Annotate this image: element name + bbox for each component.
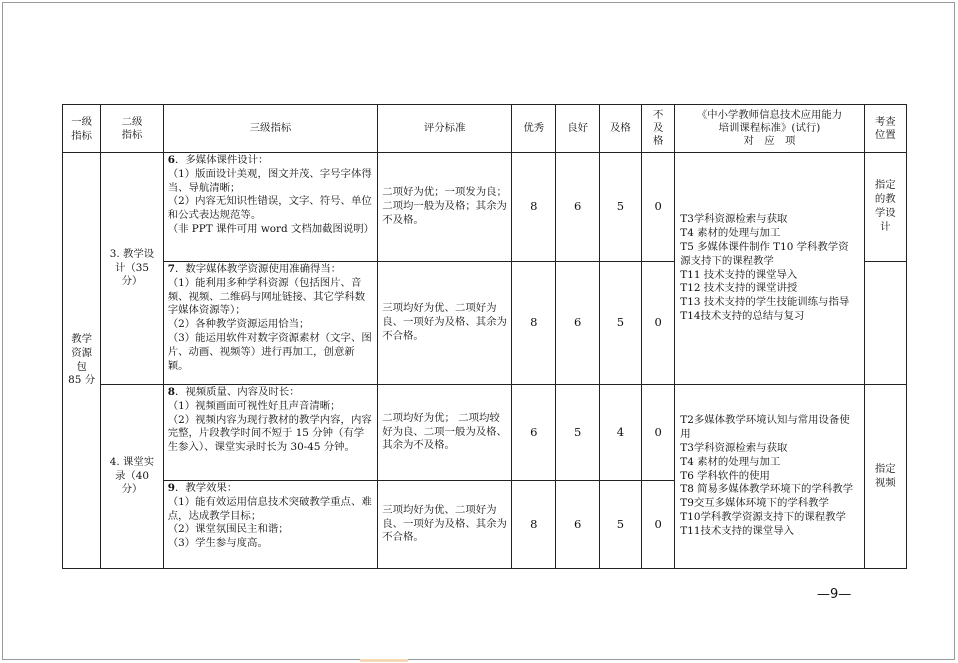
table-row [63,385,907,481]
indicator-cell: 6．多媒体课件设计： （1）版面设计美观，图文并茂、字号字体得当、导航清晰； （2）内容无知识性错误，文字、符号、单位和公式表达规范等。 （非 PPT 课件可用 word 文档加截图说明） [163,153,378,262]
score-excellent: 8 [512,153,556,262]
check-position-cell: 指定 视频 [864,385,906,569]
indicator-cell: 9．教学效果： （1）能有效运用信息技术突破教学重点、难点，达成教学目标； （2）课堂氛围民主和谐； （3）学生参与度高。 [163,481,378,569]
score-fail: 0 [642,153,675,262]
standard-cell: T3学科资源检索与获取 T4 素材的处理与加工 T5 多媒体课件制作 T10 学科教学资源支持下的课程教学 T11 技术支持的课堂导入 T12 技术支持的课堂讲授 T13 技术支持的学生技能训练与指导 T14技术支持的总结与复习 [675,153,864,385]
header-fail: 不 及 格 [642,105,675,153]
score-good: 6 [556,153,599,262]
criteria-cell: 二项均好为优； 二项均较好为良、二项一般为及格、其余为不及格。 [378,385,512,481]
score-pass: 5 [599,481,641,569]
score-fail: 0 [642,262,675,385]
header-level1: 一级 指标 [63,105,101,153]
check-position-cell: 指定 的教 学设 计 [864,153,906,262]
header-good: 良好 [556,105,599,153]
header-pass: 及格 [599,105,641,153]
header-level3: 三级指标 [163,105,378,153]
header-standard: 《中小学教师信息技术应用能力 培训课程标准》(试行) 对 应 项 [675,105,864,153]
header-level2: 二级 指标 [101,105,163,153]
table-row [63,153,907,262]
standard-cell: T2多媒体教学环境认知与常用设备使用 T3学科资源检索与获取 T4 素材的处理与加工 T6 学科软件的使用 T8 简易多媒体教学环境下的学科教学 T9交互多媒体环境下的学科教学 T10学科教学资源支持下的课程教学 T11技术支持的课堂导入 [675,385,864,569]
level2-cell: 4. 课堂实 录（40 分） [101,385,163,569]
score-pass: 5 [599,153,641,262]
page-number: —9— [817,587,852,602]
header-excellent: 优秀 [512,105,556,153]
score-pass: 4 [599,385,641,481]
score-excellent: 8 [512,481,556,569]
score-fail: 0 [642,385,675,481]
criteria-cell: 三项均好为优、二项好为良、一项好为及格、其余为不合格。 [378,262,512,385]
level1-cell: 教学 资源 包 85 分 [63,153,101,569]
score-good: 6 [556,481,599,569]
score-excellent: 8 [512,262,556,385]
score-good: 5 [556,385,599,481]
criteria-cell: 三项均好为优、二项好为良、一项好为及格、其余为不合格。 [378,481,512,569]
criteria-cell: 二项好为优；一项发为良；二项均一般为及格；其余为不及格。 [378,153,512,262]
header-check: 考查 位置 [864,105,906,153]
score-good: 6 [556,262,599,385]
header-criteria: 评分标准 [378,105,512,153]
score-fail: 0 [642,481,675,569]
indicator-cell: 7．数字媒体教学资源使用准确得当： （1）能利用多种学科资源（包括图片、音频、视频、二维码与网址链接、其它学科数字媒体资源等）； （2）各种教学资源运用恰当； （3）能运用软件对数字资源素材（文字、图片、动画、视频等）进行再加工，创意新颖。 [163,262,378,385]
page-edge-mark [360,659,408,662]
indicator-cell: 8．视频质量、内容及时长： （1）视频画面可视性好且声音清晰； （2）视频内容为现行教材的教学内容，内容完整，片段教学时间不短于 15 分钟（有学生参入）、课堂实录时长为 30-45 分钟。 [163,385,378,481]
check-position-cell [864,262,906,385]
header-row [63,105,907,153]
score-pass: 5 [599,262,641,385]
evaluation-table [62,104,907,569]
score-excellent: 6 [512,385,556,481]
level2-cell: 3. 教学设 计（35 分） [101,153,163,385]
